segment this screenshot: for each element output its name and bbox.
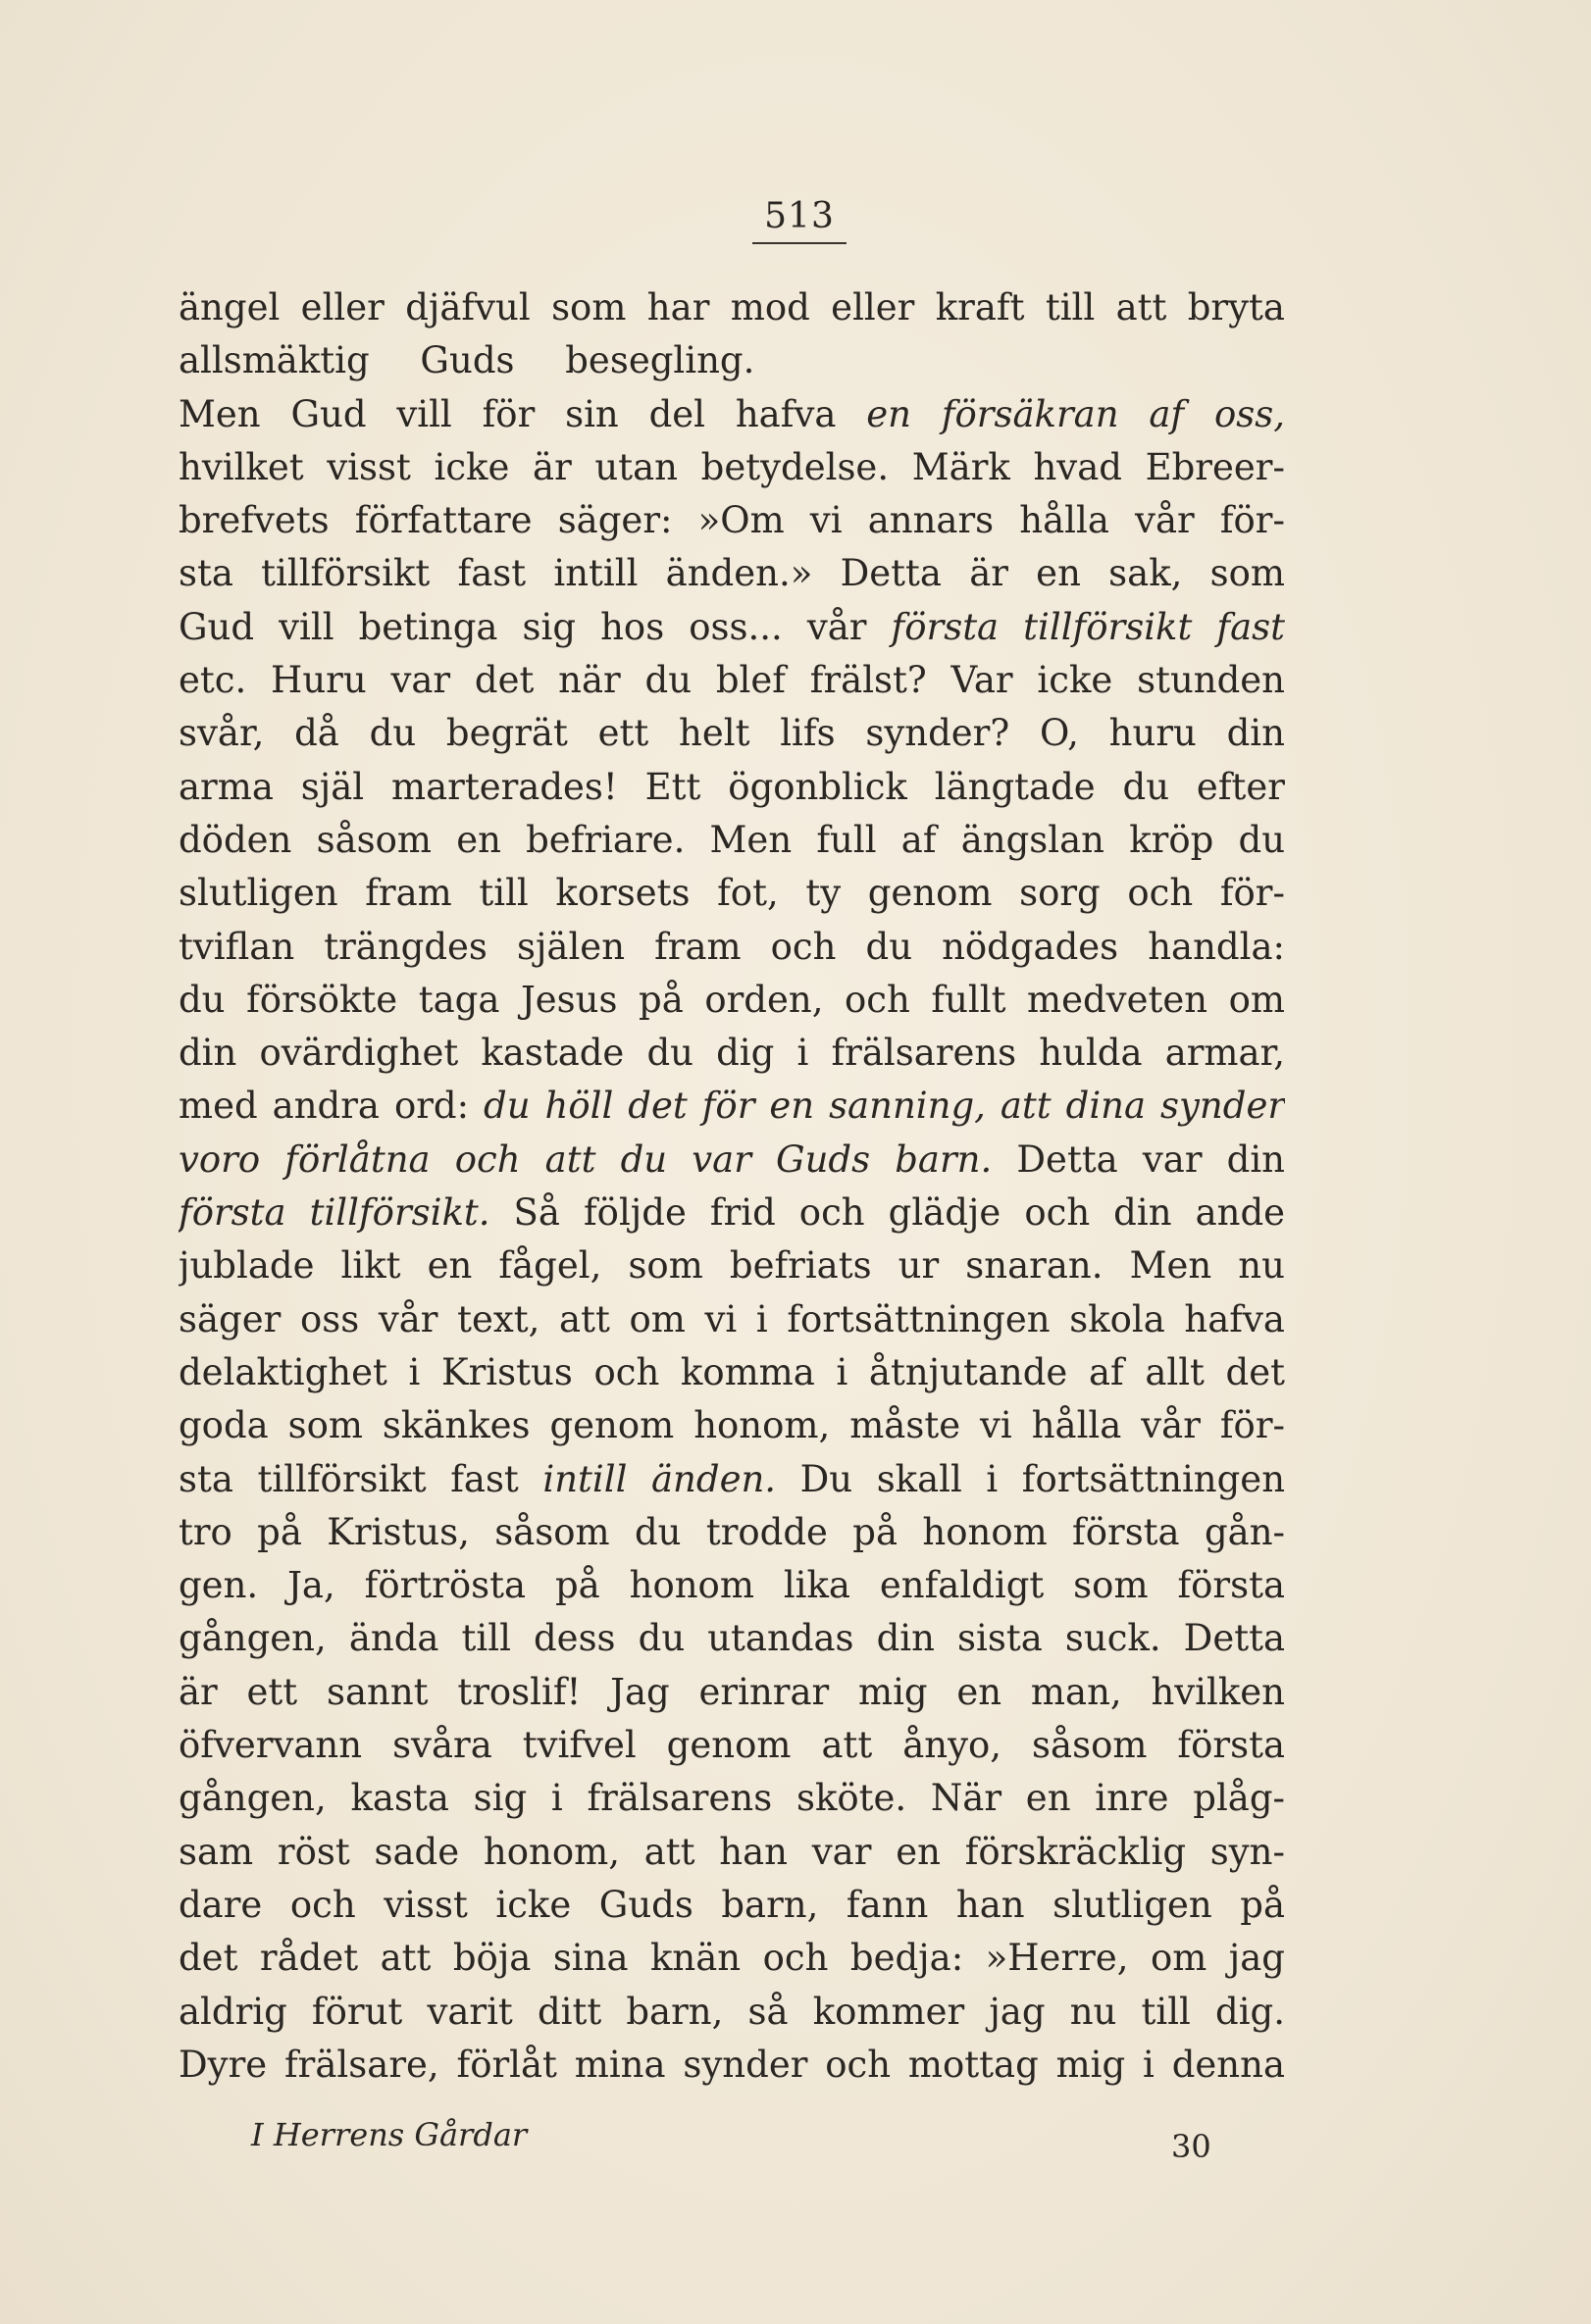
text-line (179, 1612, 1285, 1665)
text-line (179, 761, 1285, 814)
text-run: Du skall i fortsättningen (776, 1457, 1285, 1500)
text-line (179, 1399, 1285, 1452)
italic-text: du höll det för en sanning, att dina synder (484, 1085, 1285, 1128)
text-run: sta tillförsikt fast (179, 1457, 543, 1500)
text-run: döden såsom en befriare. Men full af ängslan kröp du (179, 818, 1285, 861)
text-run: arma själ marterades! Ett ögonblick längtade du efter (179, 765, 1285, 808)
text-line (179, 281, 1285, 334)
text-line (179, 494, 1285, 547)
text-line (179, 1346, 1285, 1399)
text-run: etc. Huru var det när du blef frälst? Var icke stunden (179, 659, 1285, 702)
text-line (179, 1293, 1285, 1346)
text-run: din ovärdighet kastade du dig i frälsarens hulda armar, (179, 1032, 1285, 1075)
text-line (179, 388, 1285, 441)
text-run: Dyre frälsare, förlåt mina synder och mottag mig i denna (179, 2043, 1285, 2086)
text-run: öfvervann svåra tvifvel genom att ånyo, såsom första (179, 1724, 1285, 1767)
text-line (179, 1666, 1285, 1719)
text-line (179, 441, 1285, 494)
text-line (179, 707, 1285, 760)
text-run: gen. Ja, förtrösta på honom lika enfaldigt som första (179, 1564, 1285, 1607)
text-line (179, 1986, 1285, 2039)
text-run: tviflan trängdes själen fram och du nödgades handla: (179, 925, 1285, 968)
text-line (179, 1239, 1285, 1292)
text-line (179, 1134, 1285, 1187)
text-run: jublade likt en fågel, som befriats ur snaran. Men nu (179, 1244, 1285, 1288)
text-line (179, 814, 1285, 867)
text-line (179, 1080, 1285, 1133)
italic-text: voro förlåtna och att du var Guds barn. (179, 1137, 993, 1181)
text-run: aldrig förut varit ditt barn, så kommer jag nu till dig. (179, 1990, 1285, 2033)
footer-sheet-number: 30 (1171, 2128, 1211, 2165)
text-line (179, 974, 1285, 1027)
text-run: Gud vill betinga sig hos oss... vår (179, 605, 892, 648)
text-line (179, 1027, 1285, 1080)
text-run: svår, då du begrät ett helt lifs synder? O, huru din (179, 712, 1285, 755)
page-number (0, 196, 1591, 244)
text-run: det rådet att böja sina knän och bedja: »Herre, om jag (179, 1937, 1285, 1980)
body-text (179, 281, 1285, 2092)
text-run: goda som skänkes genom honom, måste vi hålla vår för- (179, 1404, 1285, 1447)
text-line (179, 334, 1285, 387)
text-line (179, 2039, 1285, 2092)
text-line (179, 921, 1285, 974)
text-run: ängel eller djäfvul som har mod eller kraft till att bryta (179, 286, 1285, 328)
text-run: gången, ända till dess du utandas din sista suck. Detta (179, 1617, 1285, 1660)
text-run: Detta var din (992, 1137, 1285, 1181)
footer-signature: I Herrens Gårdar (251, 2116, 528, 2153)
text-line (179, 601, 1285, 654)
text-line (179, 1879, 1285, 1932)
text-run: dare och visst icke Guds barn, fann han slutligen på (179, 1883, 1285, 1926)
text-run: sam röst sade honom, att han var en förskräcklig syn- (179, 1830, 1285, 1873)
text-line (179, 1187, 1285, 1239)
text-run: säger oss vår text, att om vi i fortsättningen skola hafva (179, 1297, 1285, 1340)
text-line (179, 547, 1285, 600)
italic-text: första tillförsikt fast (891, 605, 1285, 648)
text-line (179, 1559, 1285, 1612)
text-run: slutligen fram till korsets fot, ty genom sorg och för- (179, 872, 1285, 915)
text-run: allsmäktig Guds besegling. (179, 339, 755, 382)
text-run: du försökte taga Jesus på orden, och fullt medveten om (179, 978, 1285, 1021)
text-line (179, 1772, 1285, 1825)
text-line (179, 1506, 1285, 1559)
text-run: tro på Kristus, såsom du trodde på honom första gån- (179, 1510, 1285, 1553)
page-number-text: 513 (752, 196, 847, 244)
text-run: med andra ord: (179, 1085, 485, 1128)
text-run: delaktighet i Kristus och komma i åtnjutande af allt det (179, 1350, 1285, 1393)
text-run: gången, kasta sig i frälsarens sköte. När en inre plåg- (179, 1777, 1285, 1820)
text-line (179, 867, 1285, 920)
italic-text: intill änden. (542, 1457, 777, 1500)
text-line (179, 1453, 1285, 1506)
text-run: hvilket visst icke är utan betydelse. Märk hvad Ebreer- (179, 445, 1285, 488)
text-run: brefvets författare säger: »Om vi annars hålla vår för- (179, 499, 1285, 542)
italic-text: första tillförsikt. (179, 1191, 490, 1235)
text-run: Så följde frid och glädje och din ande (489, 1191, 1285, 1235)
page-footer (251, 2115, 1232, 2174)
text-line (179, 654, 1285, 707)
text-line (179, 1719, 1285, 1772)
text-run: är ett sannt troslif! Jag erinrar mig en man, hvilken (179, 1670, 1285, 1713)
text-line (179, 1826, 1285, 1879)
italic-text: en försäkran af oss, (866, 392, 1285, 435)
text-line (179, 1932, 1285, 1985)
text-run: sta tillförsikt fast intill änden.» Detta är en sak, som (179, 552, 1285, 595)
text-run: Men Gud vill för sin del hafva (179, 392, 867, 435)
